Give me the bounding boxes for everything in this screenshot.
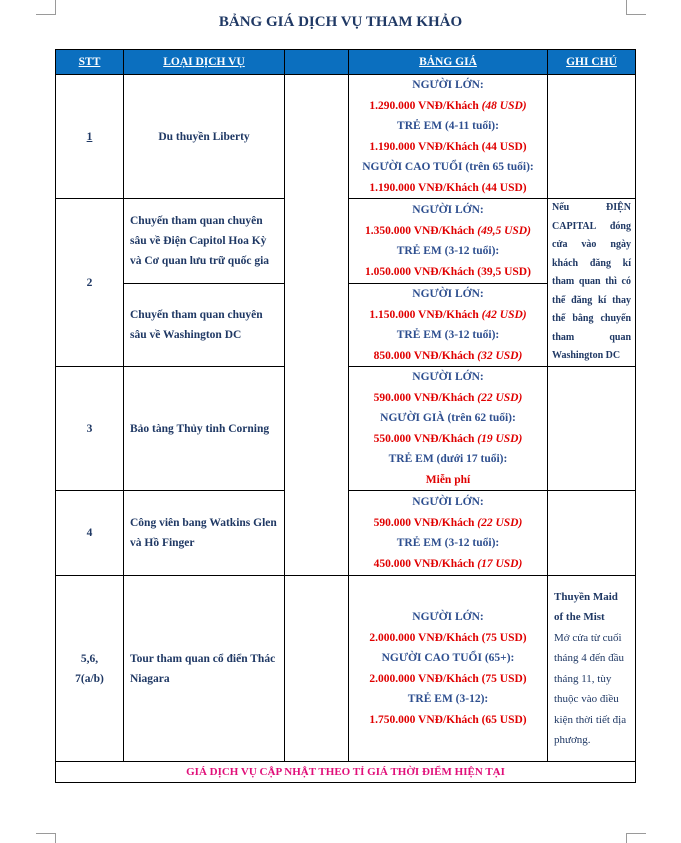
- crop-mark: [55, 0, 56, 15]
- header-price: BẢNG GIÁ: [349, 50, 548, 75]
- price-cell: NGƯỜI LỚN: 2.000.000 VNĐ/Khách (75 USD) NGƯỜI CAO TUỔI (65+): 2.000.000 VNĐ/Khách (75 USD) TRẺ EM (3-12): 1.750.000 VNĐ/Khách (65 USD): [349, 576, 548, 762]
- service-cell: Chuyến tham quan chuyên sâu về Washington DC: [124, 284, 285, 367]
- crop-mark: [36, 833, 56, 834]
- note-cell: [548, 367, 636, 491]
- blank-column-cell: [285, 75, 349, 576]
- price-cell: NGƯỜI LỚN: 590.000 VNĐ/Khách (22 USD) NGƯỜI GIÀ (trên 62 tuổi): 550.000 VNĐ/Khách (19 USD) TRẺ EM (dưới 17 tuổi): Miễn phí: [349, 367, 548, 491]
- service-cell: Công viên bang Watkins Glen và Hồ Finger: [124, 491, 285, 576]
- header-note: GHI CHÚ: [548, 50, 636, 75]
- crop-mark: [626, 833, 627, 843]
- table-row: [56, 576, 636, 762]
- price-cell: NGƯỜI LỚN: 1.350.000 VNĐ/Khách (49,5 USD) TRẺ EM (3-12 tuổi): 1.050.000 VNĐ/Khách (39,5 USD): [349, 199, 548, 284]
- service-cell: Bảo tàng Thủy tinh Corning: [124, 367, 285, 491]
- stt-cell: 2: [56, 199, 124, 367]
- stt-cell: 1: [56, 75, 124, 199]
- table-header-row: [56, 50, 636, 75]
- service-cell: Tour tham quan cổ điển Thác Niagara: [124, 576, 285, 762]
- stt-cell: 5,6, 7(a/b): [56, 576, 124, 762]
- price-table: [55, 49, 636, 783]
- service-cell: Du thuyền Liberty: [124, 75, 285, 199]
- footer-note: GIÁ DỊCH VỤ CẬP NHẬT THEO TỈ GIÁ THỜI ĐIỂM HIỆN TẠI: [56, 762, 636, 783]
- price-cell: NGƯỜI LỚN: 1.150.000 VNĐ/Khách (42 USD) TRẺ EM (3-12 tuổi): 850.000 VNĐ/Khách (32 USD): [349, 284, 548, 367]
- note-cell: [548, 75, 636, 199]
- header-blank: [285, 50, 349, 75]
- price-cell: NGƯỜI LỚN: 590.000 VNĐ/Khách (22 USD) TRẺ EM (3-12 tuổi): 450.000 VNĐ/Khách (17 USD): [349, 491, 548, 576]
- header-stt: STT: [56, 50, 124, 75]
- note-cell: Thuyền Maid of the Mist Mở cửa từ cuối tháng 4 đến đầu tháng 11, tùy thuộc vào điều kiện thời tiết địa phương.: [548, 576, 636, 762]
- crop-mark: [626, 833, 646, 834]
- crop-mark: [55, 833, 56, 843]
- price-cell: NGƯỜI LỚN: 1.290.000 VNĐ/Khách (48 USD) TRẺ EM (4-11 tuổi): 1.190.000 VNĐ/Khách (44 USD) NGƯỜI CAO TUỔI (trên 65 tuổi): 1.190.000 VNĐ/Khách (44 USD): [349, 75, 548, 199]
- note-cell: Nếu ĐIỆN CAPITAL đóng cửa vào ngày khách đăng kí tham quan thì có thể đăng kí thay thế bằng chuyến tham quan Washington DC: [548, 199, 636, 367]
- note-cell: [548, 491, 636, 576]
- stt-cell: 4: [56, 491, 124, 576]
- service-cell: Chuyến tham quan chuyên sâu về Điện Capitol Hoa Kỳ và Cơ quan lưu trữ quốc gia: [124, 199, 285, 284]
- table-row: [56, 75, 636, 199]
- page-title: BẢNG GIÁ DỊCH VỤ THAM KHẢO: [218, 14, 463, 30]
- blank-column-cell: [285, 576, 349, 762]
- table-footer-row: [56, 762, 636, 783]
- stt-cell: 3: [56, 367, 124, 491]
- header-service: LOẠI DỊCH VỤ: [124, 50, 285, 75]
- crop-mark: [626, 0, 627, 15]
